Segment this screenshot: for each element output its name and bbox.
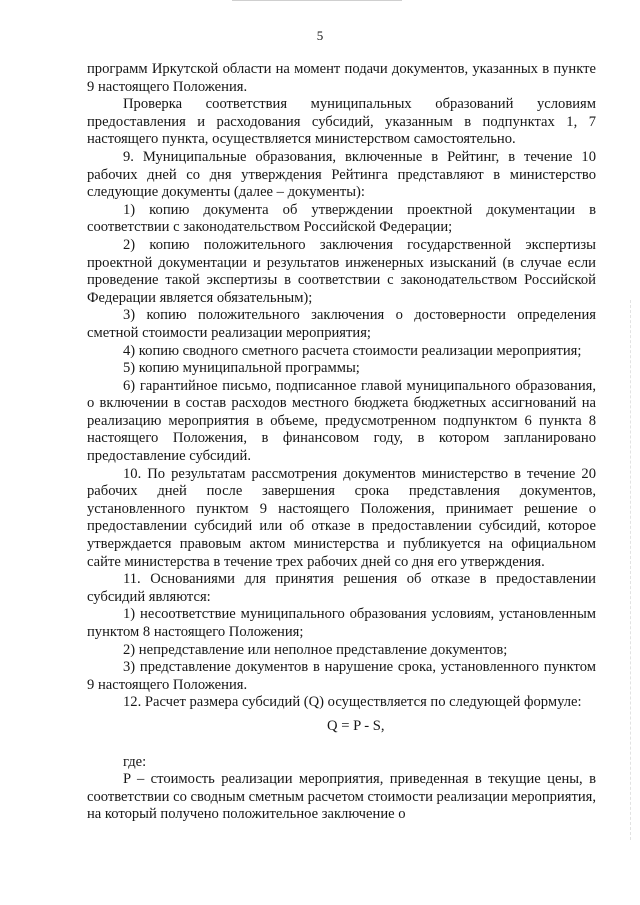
paragraph-item-9: 9. Муниципальные образования, включенные в Рейтинг, в течение 10 рабочих дней со дня утверждения Рейтинга представляют в министерство следующие документы (далее – документы):	[87, 148, 596, 201]
list-item-11-2: 2) непредставление или неполное представление документов;	[123, 641, 508, 658]
list-item-9-4: 4) копию сводного сметного расчета стоимости реализации мероприятия;	[123, 342, 582, 359]
list-item-9-6: 6) гарантийное письмо, подписанное главой муниципального образования, о включении в состав расходов местного бюджета бюджетных ассигнований на реализацию мероприятия в объеме, предусмотренном подпунктом 6 пункта 8 настоящего Положения, в финансовом году, в котором запланировано предоставление субсидий.	[87, 377, 596, 465]
paragraph-verification: Проверка соответствия муниципальных образований условиям предоставления и расходования субсидий, указанным в подпунктах 1, 7 настоящего пункта, осуществляется министерством самостоятельно.	[87, 96, 596, 148]
list-item-9-5: 5) копию муниципальной программы;	[123, 360, 360, 377]
paragraph-item-12: 12. Расчет размера субсидий (Q) осуществляется по следующей формуле:	[123, 694, 582, 711]
page-number: 5	[316, 28, 324, 43]
list-item-9-3: 3) копию положительного заключения о достоверности определения сметной стоимости реализации мероприятия;	[87, 307, 596, 341]
paragraph-item-11: 11. Основаниями для принятия решения об отказе в предоставлении субсидий являются:	[87, 571, 596, 605]
formula: Q = P - S,	[327, 717, 385, 734]
paragraph-continuation: программ Иркутской области на момент подачи документов, указанных в пункте 9 настоящего Положения.	[87, 61, 596, 95]
paragraph-p-definition: P – стоимость реализации мероприятия, приведенная в текущие цены, в соответствии со сводным сметным расчетом стоимости реализации мероприятия, на который получено положительное заключение о	[87, 771, 596, 823]
list-item-11-3: 3) представление документов в нарушение срока, установленного пунктом 9 настоящего Положения.	[87, 659, 596, 693]
scan-edge-line	[232, 0, 402, 1]
list-item-11-1: 1) несоответствие муниципального образования условиям, установленным пунктом 8 настоящего Положения;	[87, 606, 596, 640]
list-item-9-2: 2) копию положительного заключения государственной экспертизы проектной документации и результатов инженерных изысканий (в случае если проведение такой экспертизы в соответствии с законодательством Российской Федерации является обязательным);	[87, 236, 596, 306]
paragraph-item-10: 10. По результатам рассмотрения документов министерство в течение 20 рабочих дней после завершения срока представления документов, установленного пунктом 9 настоящего Положения, принимает решение о предоставлении субсидий или об отказе в предоставлении субсидий, которое утверждается правовым актом министерства и публикуется на официальном сайте министерства в течение трех рабочих дней со дня его утверждения.	[87, 465, 596, 570]
scan-edge-right	[630, 300, 631, 840]
list-item-9-1: 1) копию документа об утверждении проектной документации в соответствии с законодательством Российской Федерации;	[87, 201, 596, 236]
document-body	[87, 61, 596, 824]
where-label: где:	[123, 753, 147, 770]
